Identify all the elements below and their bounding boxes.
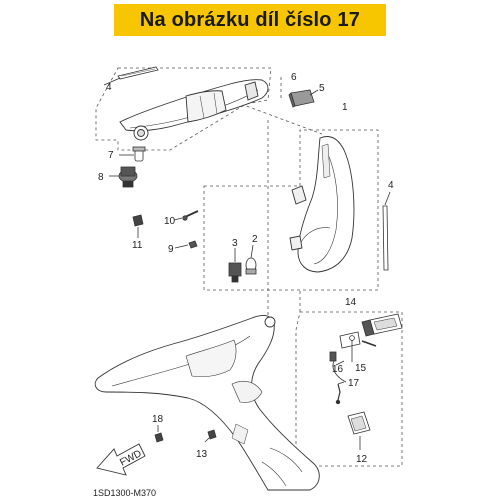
callout-5: 9 xyxy=(168,244,174,255)
callout-7: 6 xyxy=(291,72,297,83)
part-15-bracket xyxy=(340,332,376,362)
part-18-clip xyxy=(155,425,163,442)
diagram-code: 1SD1300-M370 xyxy=(93,488,157,498)
part-11-clip xyxy=(133,215,143,238)
callout-3: 3 xyxy=(232,238,238,249)
part-4-bar-left xyxy=(104,67,158,85)
part-7-taillight-housing xyxy=(120,80,268,140)
callout-18: 18 xyxy=(152,414,164,425)
callout-8: 7 xyxy=(108,150,114,161)
callout-11: 11 xyxy=(132,240,143,251)
callout-9: 8 xyxy=(98,172,104,183)
callout-2: 2 xyxy=(252,234,258,245)
callout-16: 16 xyxy=(332,364,344,375)
callout-4-left: 4 xyxy=(106,82,112,93)
callout-6: 5 xyxy=(319,83,325,94)
callout-4-right: 4 xyxy=(388,180,394,191)
guide-line-diagonal xyxy=(241,104,322,134)
part-17-wire xyxy=(336,382,344,404)
part-8-bulb xyxy=(119,147,145,161)
callout-15: 15 xyxy=(355,363,367,374)
part-6-pad xyxy=(289,90,318,107)
part-9-socket xyxy=(109,167,137,187)
part-10-screw xyxy=(174,211,198,220)
callout-14: 14 xyxy=(345,297,357,308)
part-13-clip xyxy=(205,430,216,442)
callout-17: 17 xyxy=(348,378,360,389)
part-2-bulb xyxy=(246,245,256,274)
page-title: Na obrázku díl číslo 17 xyxy=(139,8,361,31)
callout-13: 13 xyxy=(196,449,208,460)
part-4-bar-right xyxy=(383,192,390,270)
callout-1: 1 xyxy=(342,102,348,113)
fwd-arrow xyxy=(97,444,145,475)
fwd-label: FWD xyxy=(118,448,144,469)
part-3-socket xyxy=(229,248,241,282)
part-5-nut xyxy=(175,241,197,248)
part-12-lens xyxy=(348,412,370,450)
part-14-license-lamp-housing xyxy=(362,314,402,336)
part-1-taillight-lens xyxy=(290,137,354,273)
callout-10: 10 xyxy=(164,216,176,227)
callout-12: 12 xyxy=(356,454,368,465)
